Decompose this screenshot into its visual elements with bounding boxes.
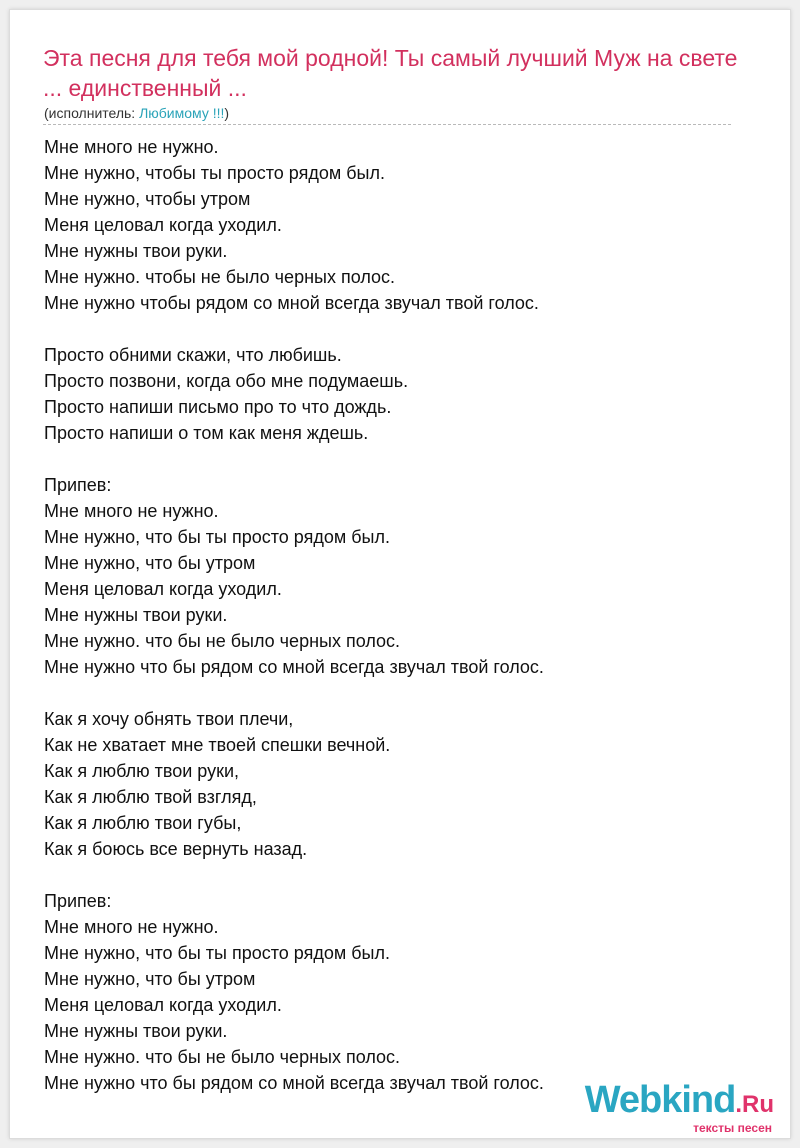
lyrics-line: Меня целовал когда уходил. [44,995,282,1015]
lyrics-line: Как не хватает мне твоей спешки вечной. [44,735,391,755]
lyrics-line: Припев: [44,891,112,911]
lyrics-line: Мне нужно, что бы утром [44,969,256,989]
lyrics-line: Мне много не нужно. [44,501,219,521]
lyrics-line: Мне нужно, что бы ты просто рядом был. [44,527,390,547]
lyrics-line: Мне нужно, что бы ты просто рядом был. [44,943,390,963]
lyrics-line: Мне много не нужно. [44,137,219,157]
lyrics-line: Просто напиши письмо про то что дождь. [44,397,392,417]
lyrics-line: Просто напиши о том как меня ждешь. [44,423,369,443]
lyrics-line: Как я хочу обнять твои плечи, [44,709,294,729]
logo-wordmark [585,1081,774,1124]
logo-tld: .Ru [735,1091,774,1118]
lyrics-line: Как я люблю твои губы, [44,813,242,833]
performer-suffix: ) [224,105,230,121]
lyrics-line: Мне нужно что бы рядом со мной всегда звучал твой голос. [44,657,544,677]
lyrics-line: Мне нужно, чтобы утром [44,189,251,209]
lyrics-page [9,9,791,1139]
lyrics-blank-line [44,680,764,706]
lyrics-line: Мне нужно. что бы не было черных полос. [44,631,401,651]
performer-link[interactable]: Любимому !!! [139,105,225,121]
lyrics-line: Просто обними скажи, что любишь. [44,345,342,365]
lyrics-line: Мне нужно. что бы не было черных полос. [44,1047,401,1067]
lyrics-blank-line [44,316,764,342]
lyrics-blank-line [44,446,764,472]
lyrics-blank-line [44,862,764,888]
lyrics-line: Мне нужны твои руки. [44,1021,228,1041]
lyrics-line: Мне нужны твои руки. [44,605,228,625]
lyrics-line: Мне нужно, чтобы ты просто рядом был. [44,163,385,183]
performer-line [44,105,229,121]
lyrics-line: Мне нужно что бы рядом со мной всегда звучал твой голос. [44,1073,544,1093]
dashed-divider [43,124,731,125]
lyrics-line: Припев: [44,475,112,495]
lyrics-line: Мне много не нужно. [44,917,219,937]
lyrics-line: Мне нужно. чтобы не было черных полос. [44,267,396,287]
lyrics-line: Мне нужно, что бы утром [44,553,256,573]
lyrics-line: Меня целовал когда уходил. [44,579,282,599]
song-title: Эта песня для тебя мой родной! Ты самый лучший Муж на свете ... единственный ... [43,45,738,101]
lyrics-line: Как я люблю твой взгляд, [44,787,257,807]
logo-name: Webkind [584,1079,736,1121]
lyrics-line: Мне нужно чтобы рядом со мной всегда звучал твой голос. [44,293,539,313]
performer-prefix: (исполнитель: [44,105,140,121]
site-logo[interactable] [585,1081,774,1134]
lyrics-line: Как я люблю твои руки, [44,761,240,781]
lyrics-text [44,134,764,1096]
lyrics-line: Как я боюсь все вернуть назад. [44,839,308,859]
lyrics-line: Мне нужны твои руки. [44,241,228,261]
lyrics-line: Меня целовал когда уходил. [44,215,282,235]
logo-tagline: тексты песен [693,1121,772,1135]
lyrics-line: Просто позвони, когда обо мне подумаешь. [44,371,409,391]
